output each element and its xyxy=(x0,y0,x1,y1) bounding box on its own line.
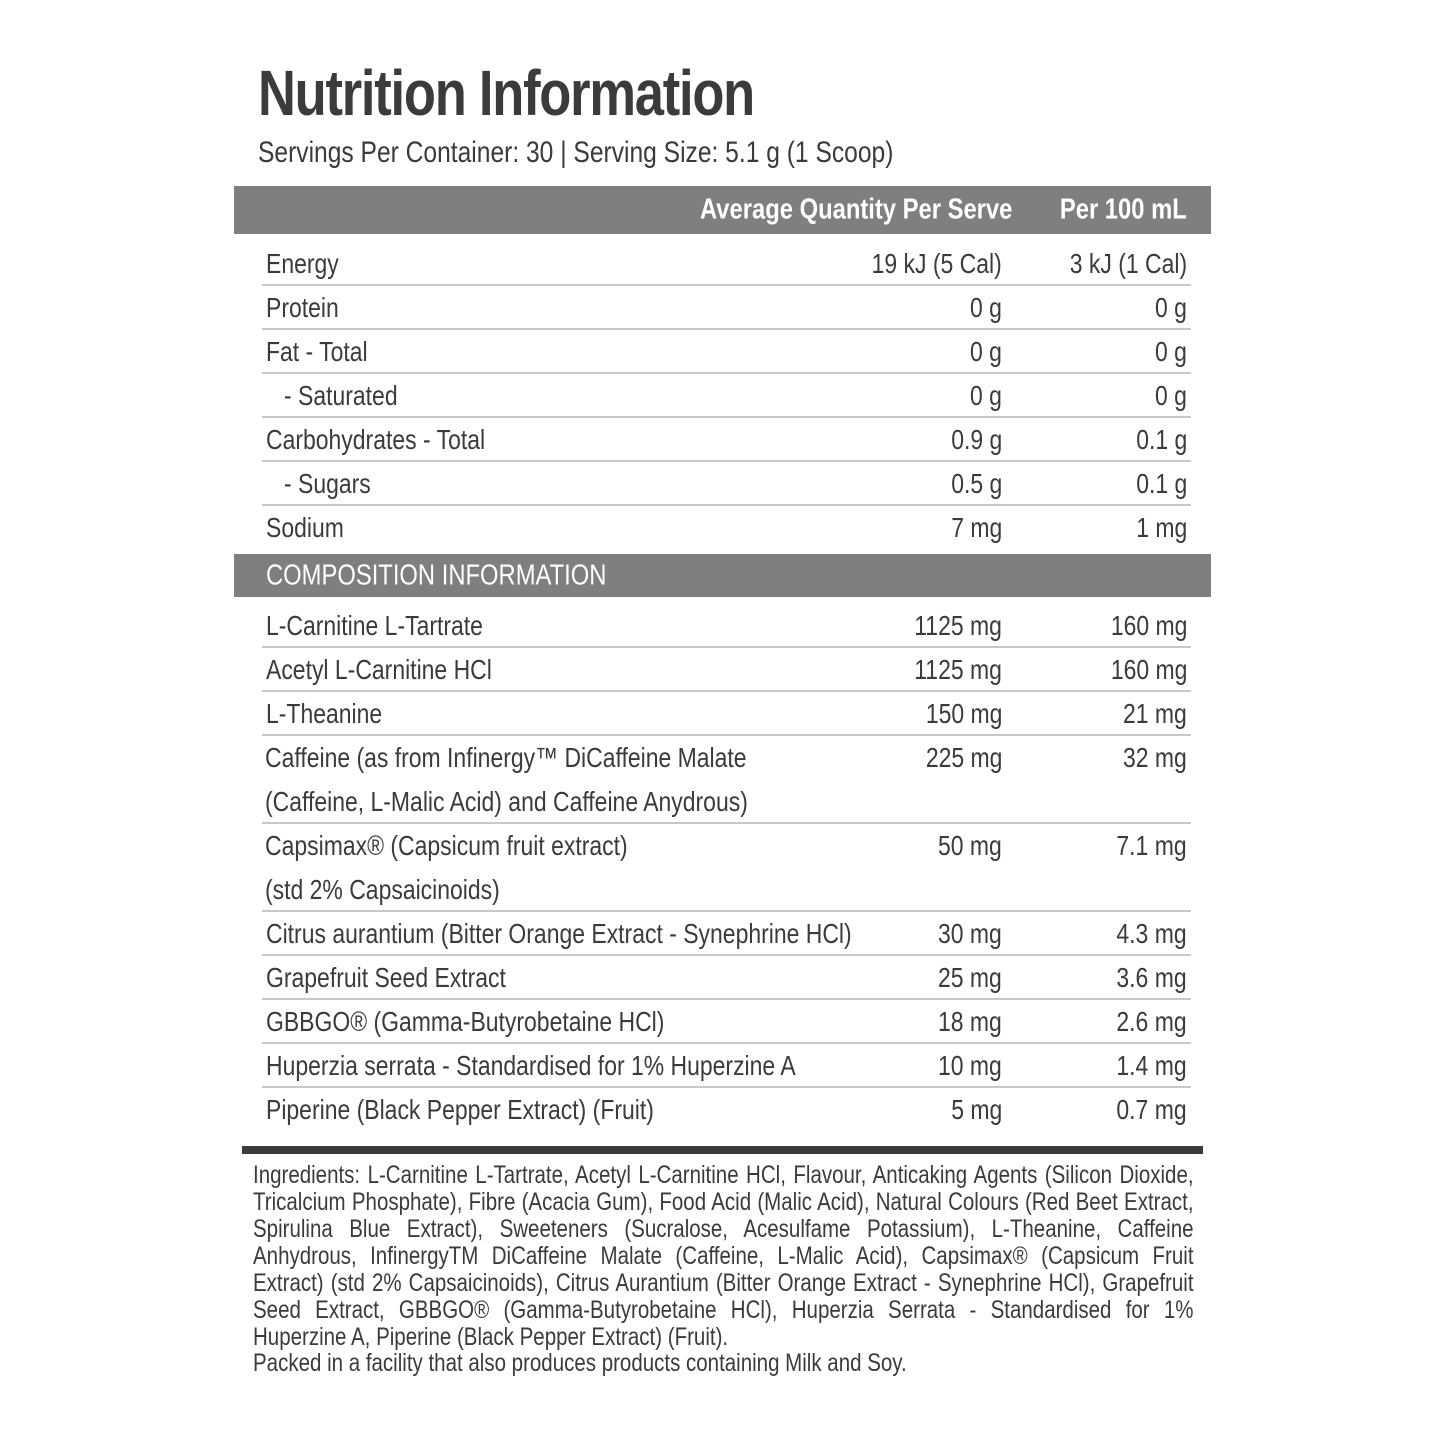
composition-table xyxy=(262,604,1191,1132)
row-label xyxy=(265,736,905,824)
per-100ml-value: 0.1 g xyxy=(1135,424,1187,455)
row-label xyxy=(284,374,398,418)
table-row xyxy=(262,692,1191,736)
row-label xyxy=(266,330,368,374)
per-100ml-value: 2.6 mg xyxy=(1116,1006,1187,1037)
row-label-line: Fat - Total xyxy=(266,336,368,367)
table-row xyxy=(262,604,1191,648)
table-row xyxy=(262,506,1191,550)
row-label-line: Caffeine (as from Infinergy™ DiCaffeine Malate xyxy=(265,742,747,773)
per-100ml-value: 0.1 g xyxy=(1135,468,1187,499)
row-label-line: Citrus aurantium (Bitter Orange Extract - Synephrine HCl) xyxy=(266,918,852,949)
per-serve-value: 7 mg xyxy=(950,512,1002,543)
per-100ml-value: 0 g xyxy=(1155,380,1187,411)
row-label xyxy=(266,956,506,1000)
table-row xyxy=(262,648,1191,692)
row-label-line: Capsimax® (Capsicum fruit extract) xyxy=(265,830,628,861)
row-label-line: Piperine (Black Pepper Extract) (Fruit) xyxy=(266,1094,654,1125)
ingredients-text: Ingredients: L-Carnitine L-Tartrate, Acetyl L-Carnitine HCl, Flavour, Anticaking Agents (Silicon Dioxide, Tricalcium Phosphate), Fibre (Acacia Gum), Food Acid (Malic Acid), Natural Colours (Red Beet Extract, Spirulina Blue Extract), Sweeteners (Sucralose, Acesulfame Potassium), L-Theanine, Caffeine Anhydrous, InfinergyTM DiCaffeine Malate (Caffeine, L-Malic Acid), Capsimax® (Capsicum Fruit Extract) (std 2% Capsaicinoids), Citrus Aurantium (Bitter Orange Extract - Synephrine HCl), Grapefruit Seed Extract, GBBGO® (Gamma-Butyrobetaine HCl), Huperzia Serrata - Standardised for 1% Huperzine A, Piperine (Black Pepper Extract) (Fruit). xyxy=(253,1161,1194,1351)
serving-info: Servings Per Container: 30 | Serving Size: 5.1 g (1 Scoop) xyxy=(258,136,894,169)
row-label-line: L-Theanine xyxy=(266,698,383,729)
per-serve-value: 30 mg xyxy=(938,918,1002,949)
table-row xyxy=(262,956,1191,1000)
table-row xyxy=(262,1000,1191,1044)
header-avg-quantity: Average Quantity Per Serve xyxy=(700,193,1013,226)
row-label-line: Energy xyxy=(266,248,339,279)
table-row xyxy=(262,912,1191,956)
table-header-bar xyxy=(234,186,1211,234)
per-serve-value: 50 mg xyxy=(938,830,1002,861)
row-label xyxy=(266,1088,654,1132)
nutrition-table xyxy=(262,242,1191,550)
header-per-100ml: Per 100 mL xyxy=(1060,193,1187,226)
row-label-line: Sodium xyxy=(266,512,344,543)
row-label xyxy=(266,912,852,956)
row-label-line: Protein xyxy=(266,292,339,323)
per-100ml-value: 1 mg xyxy=(1135,512,1187,543)
row-label-line: Grapefruit Seed Extract xyxy=(266,962,506,993)
row-label xyxy=(266,418,485,462)
per-100ml-value: 21 mg xyxy=(1123,698,1187,729)
per-100ml-value: 4.3 mg xyxy=(1116,918,1187,949)
row-label xyxy=(266,286,339,330)
per-100ml-value: 160 mg xyxy=(1110,654,1187,685)
composition-title: COMPOSITION INFORMATION xyxy=(266,559,607,591)
per-serve-value: 150 mg xyxy=(925,698,1002,729)
table-row xyxy=(262,1088,1191,1132)
table-row xyxy=(262,1044,1191,1088)
per-serve-value: 1125 mg xyxy=(914,654,1002,685)
row-label-line: - Sugars xyxy=(284,468,371,499)
row-label xyxy=(266,1044,796,1088)
page-title: Nutrition Information xyxy=(258,57,754,129)
row-label-line: (Caffeine, L-Malic Acid) and Caffeine Anydrous) xyxy=(265,786,748,817)
row-label-line: L-Carnitine L-Tartrate xyxy=(266,610,483,641)
allergen-note: Packed in a facility that also produces products containing Milk and Soy. xyxy=(253,1349,907,1377)
per-serve-value: 1125 mg xyxy=(914,610,1002,641)
per-100ml-value: 7.1 mg xyxy=(1116,830,1187,861)
table-row xyxy=(262,242,1191,286)
table-row xyxy=(262,374,1191,418)
row-label-line: Acetyl L-Carnitine HCl xyxy=(266,654,492,685)
table-row xyxy=(262,418,1191,462)
row-label xyxy=(266,506,344,550)
per-100ml-value: 32 mg xyxy=(1123,742,1187,773)
per-serve-value: 225 mg xyxy=(925,742,1002,773)
per-100ml-value: 1.4 mg xyxy=(1116,1050,1187,1081)
per-serve-value: 5 mg xyxy=(950,1094,1002,1125)
table-row xyxy=(262,824,1191,912)
per-serve-value: 25 mg xyxy=(938,962,1002,993)
row-label xyxy=(266,648,492,692)
per-100ml-value: 0 g xyxy=(1155,336,1187,367)
divider-rule xyxy=(242,1146,1203,1154)
row-label-line: Carbohydrates - Total xyxy=(266,424,486,455)
table-row xyxy=(262,330,1191,374)
row-label xyxy=(266,692,382,736)
row-label xyxy=(265,824,905,912)
per-serve-value: 10 mg xyxy=(938,1050,1002,1081)
per-100ml-value: 3 kJ (1 Cal) xyxy=(1069,248,1187,279)
per-serve-value: 0.9 g xyxy=(950,424,1002,455)
per-serve-value: 0.5 g xyxy=(950,468,1002,499)
table-row xyxy=(262,462,1191,506)
per-100ml-value: 0 g xyxy=(1155,292,1187,323)
row-label-line: - Saturated xyxy=(284,380,398,411)
per-100ml-value: 160 mg xyxy=(1110,610,1187,641)
composition-header-bar xyxy=(234,554,1211,597)
per-serve-value: 0 g xyxy=(970,336,1002,367)
row-label xyxy=(266,604,483,648)
row-label-line: (std 2% Capsaicinoids) xyxy=(265,874,500,905)
per-serve-value: 19 kJ (5 Cal) xyxy=(871,248,1002,279)
table-row xyxy=(262,286,1191,330)
row-label xyxy=(284,462,371,506)
per-serve-value: 0 g xyxy=(970,380,1002,411)
row-label-line: GBBGO® (Gamma-Butyrobetaine HCl) xyxy=(266,1006,665,1037)
row-label xyxy=(266,242,339,286)
per-100ml-value: 3.6 mg xyxy=(1116,962,1187,993)
per-100ml-value: 0.7 mg xyxy=(1116,1094,1187,1125)
per-serve-value: 0 g xyxy=(970,292,1002,323)
per-serve-value: 18 mg xyxy=(938,1006,1002,1037)
row-label-line: Huperzia serrata - Standardised for 1% Huperzine A xyxy=(266,1050,796,1081)
row-label xyxy=(266,1000,664,1044)
table-row xyxy=(262,736,1191,824)
